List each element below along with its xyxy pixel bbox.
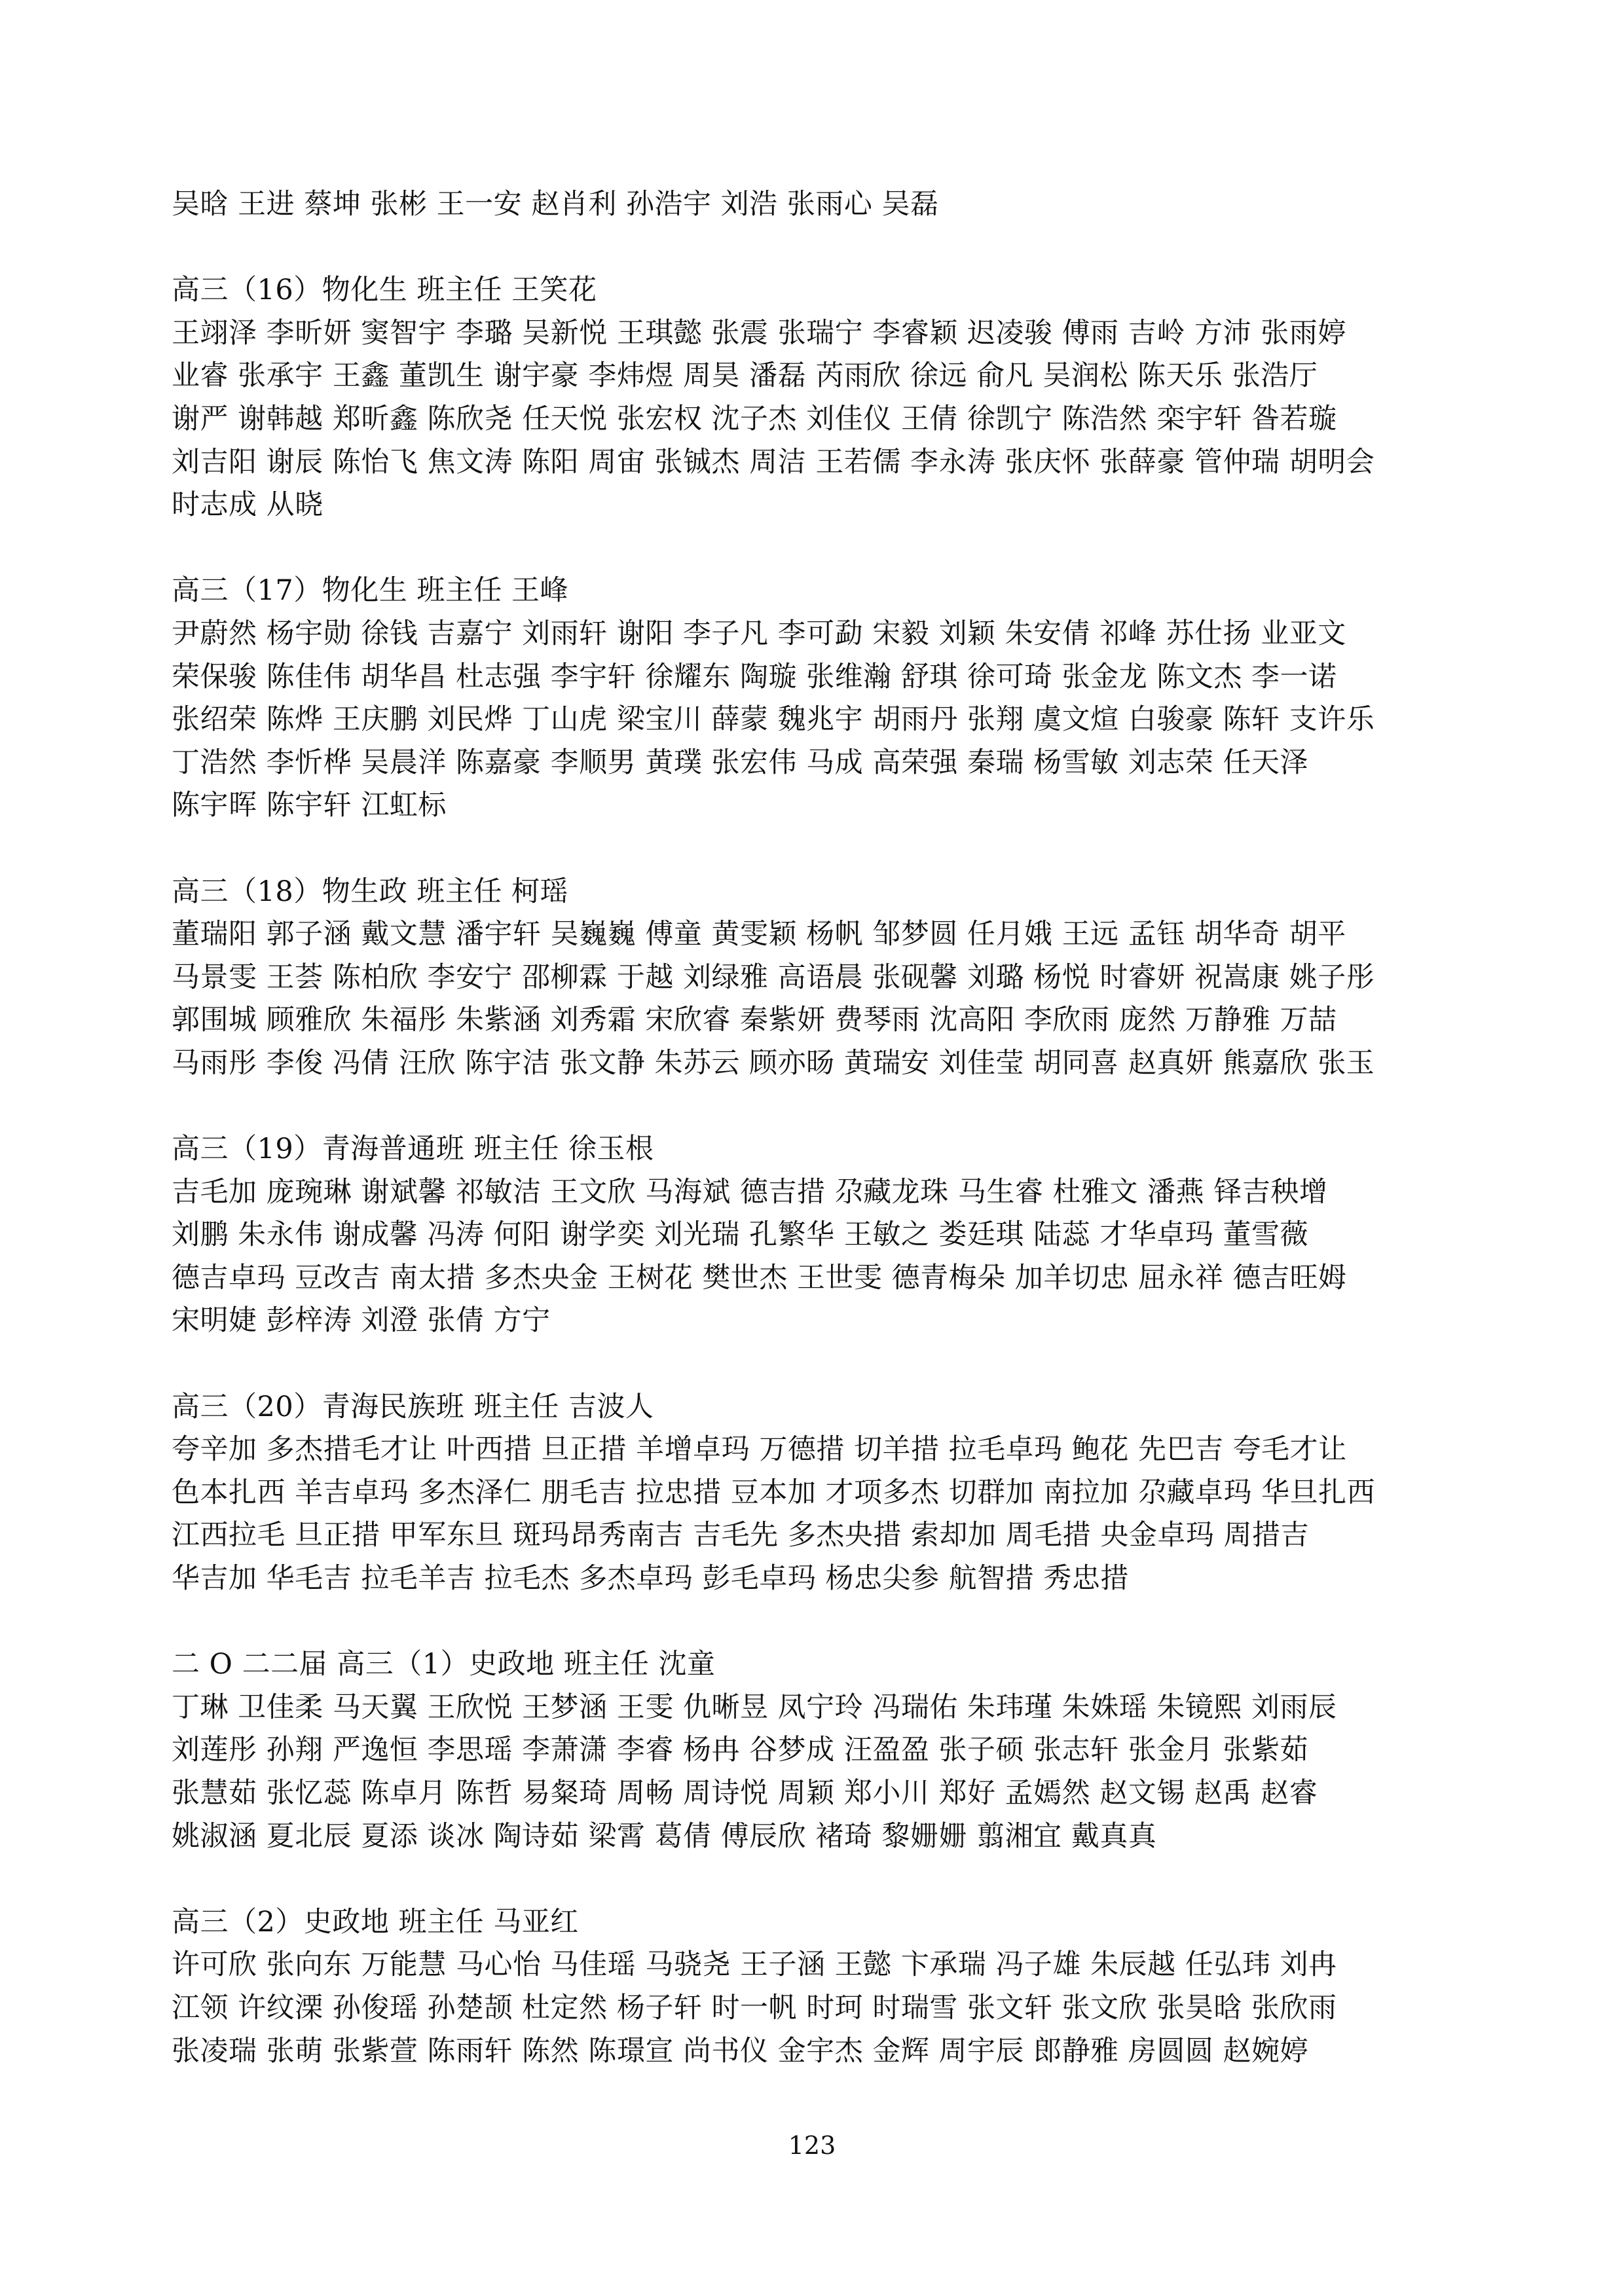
name-line: 荣保骏 陈佳伟 胡华昌 杜志强 李宇轩 徐耀东 陶璇 张维瀚 舒琪 徐可琦 张金龙 陈文杰 李一诺 [172,660,1337,693]
section-class-17 [172,570,1481,828]
name-line: 宋明婕 彭梓涛 刘澄 张倩 方宁 [172,1304,551,1338]
section-gap [172,227,1481,270]
section-continued [172,183,1481,227]
name-line: 江西拉毛 旦正措 甲军东旦 斑玛昂秀南吉 吉毛先 多杰央措 索却加 周毛措 央金卓玛 周措吉 [172,1519,1310,1552]
name-line: 色本扎西 羊吉卓玛 多杰泽仁 朋毛吉 拉忠措 豆本加 才项多杰 切群加 南拉加 尕藏卓玛 华旦扎西 [172,1476,1376,1509]
name-line: 张凌瑞 张萌 张紫萱 陈雨轩 陈然 陈璟宣 尚书仪 金宇杰 金辉 周宇辰 郎静雅 房圆圆 赵婉婷 [172,2034,1309,2068]
class-heading: 高三（17）物化生 班主任 王峰 [172,574,569,608]
document-body [172,183,1481,2073]
class-heading: 高三（2）史政地 班主任 马亚红 [172,1905,579,1939]
name-line: 张慧茹 张忆蕊 陈卓月 陈哲 易粲琦 周畅 周诗悦 周颖 郑小川 郑好 孟嫣然 赵文锡 赵禹 赵睿 [172,1776,1318,1810]
class-heading: 二 O 二二届 高三（1）史政地 班主任 沈童 [172,1648,716,1681]
name-line: 许可欣 张向东 万能慧 马心怡 马佳瑶 马骁尧 王子涵 王懿 卞承瑞 冯子雄 朱辰越 任弘玮 刘冉 [172,1948,1337,1982]
section-gap [172,1343,1481,1386]
name-line: 时志成 从晓 [172,488,323,522]
class-heading: 高三（20）青海民族班 班主任 吉波人 [172,1390,654,1423]
name-line: 马雨彤 李俊 冯倩 汪欣 陈宇洁 张文静 朱苏云 顾亦旸 黄瑞安 刘佳莹 胡同喜 赵真妍 熊嘉欣 张玉 [172,1046,1375,1080]
name-line: 夸辛加 多杰措毛才让 叶西措 旦正措 羊增卓玛 万德措 切羊措 拉毛卓玛 鲍花 先巴吉 夸毛才让 [172,1433,1347,1467]
name-line: 业睿 张承宇 王鑫 董凯生 谢宇豪 李炜煜 周昊 潘磊 芮雨欣 徐远 俞凡 吴润松 陈天乐 张浩厅 [172,359,1318,393]
section-class-2022-1 [172,1643,1481,1858]
name-line: 吉毛加 庞琬琳 谢斌馨 祁敏洁 王文欣 马海斌 德吉措 尕藏龙珠 马生睿 杜雅文 潘燕 铎吉秧增 [172,1175,1328,1209]
name-line: 尹蔚然 杨宇勋 徐钱 吉嘉宁 刘雨轩 谢阳 李子凡 李可勐 宋毅 刘颖 朱安倩 祁峰 苏仕扬 业亚文 [172,617,1346,650]
name-line: 郭围城 顾雅欣 朱福彤 朱紫涵 刘秀霜 宋欣睿 秦紫妍 费琴雨 沈高阳 李欣雨 庞然 万静雅 万喆 [172,1004,1337,1037]
name-line: 陈宇晖 陈宇轩 江虹标 [172,789,447,822]
name-line: 江领 许纹溧 孙俊瑶 孙楚颉 杜定然 杨子轩 时一帆 时珂 时瑞雪 张文轩 张文欣 张昊晗 张欣雨 [172,1991,1337,2024]
name-line: 董瑞阳 郭子涵 戴文慧 潘宇轩 吴巍巍 傅童 黄雯颖 杨帆 邹梦圆 任月娥 王远 孟钰 胡华奇 胡平 [172,918,1346,951]
section-class-20 [172,1386,1481,1601]
section-class-2022-2 [172,1901,1481,2073]
section-gap [172,1601,1481,1644]
section-class-18 [172,871,1481,1085]
name-line: 马景雯 王荟 陈柏欣 李安宁 邵柳霖 于越 刘绿雅 高语晨 张砚馨 刘璐 杨悦 时睿妍 祝嵩康 姚子彤 [172,960,1375,994]
class-heading: 高三（16）物化生 班主任 王笑花 [172,274,597,307]
section-gap [172,828,1481,871]
section-gap [172,1858,1481,1901]
section-gap [172,1085,1481,1128]
name-line: 谢严 谢韩越 郑昕鑫 陈欣尧 任天悦 张宏权 沈子杰 刘佳仪 王倩 徐凯宁 陈浩然 栾宇轩 昝若璇 [172,402,1337,435]
section-class-16 [172,269,1481,527]
name-line: 刘吉阳 谢辰 陈怡飞 焦文涛 陈阳 周宙 张铖杰 周洁 王若儒 李永涛 张庆怀 张薛豪 管仲瑞 胡明会 [172,445,1375,479]
name-line: 刘鹏 朱永伟 谢成馨 冯涛 何阳 谢学奕 刘光瑞 孔繁华 王敏之 娄廷琪 陆蕊 才华卓玛 董雪薇 [172,1218,1309,1252]
name-line: 刘莲彤 孙翔 严逸恒 李思瑶 李萧潇 李睿 杨冉 谷梦成 汪盈盈 张子硕 张志轩 张金月 张紫茹 [172,1734,1309,1767]
name-line: 丁琳 卫佳柔 马天翼 王欣悦 王梦涵 王雯 仇晰昱 凤宁玲 冯瑞佑 朱玮瑾 朱姝瑶 朱镜熙 刘雨辰 [172,1690,1337,1724]
name-line: 姚淑涵 夏北辰 夏添 谈冰 陶诗茹 梁霄 葛倩 傅辰欣 褚琦 黎姗姗 翦湘宜 戴真真 [172,1819,1157,1853]
name-line: 德吉卓玛 豆改吉 南太措 多杰央金 王树花 樊世杰 王世雯 德青梅朵 加羊切忠 屈永祥 德吉旺姆 [172,1261,1347,1294]
section-class-19 [172,1128,1481,1343]
name-line: 华吉加 华毛吉 拉毛羊吉 拉毛杰 多杰卓玛 彭毛卓玛 杨忠尖参 航智措 秀忠措 [172,1562,1129,1595]
page-number: 123 [788,2131,836,2160]
class-heading: 高三（18）物生政 班主任 柯瑶 [172,875,569,908]
section-gap [172,527,1481,570]
name-line: 张绍荣 陈烨 王庆鹏 刘民烨 丁山虎 梁宝川 薛蒙 魏兆宇 胡雨丹 张翔 虞文煊 白骏豪 陈轩 支许乐 [172,703,1375,737]
name-line: 王翊泽 李昕妍 窦智宇 李璐 吴新悦 王琪懿 张震 张瑞宁 李睿颖 迟凌骏 傅雨 吉岭 方沛 张雨婷 [172,316,1346,350]
name-line: 吴晗 王进 蔡坤 张彬 王一安 赵肖利 孙浩宇 刘浩 张雨心 吴磊 [172,188,939,221]
name-line: 丁浩然 李忻桦 吴晨洋 陈嘉豪 李顺男 黄璞 张宏伟 马成 高荣强 秦瑞 杨雪敏 刘志荣 任天泽 [172,746,1309,779]
class-heading: 高三（19）青海普通班 班主任 徐玉根 [172,1133,654,1166]
